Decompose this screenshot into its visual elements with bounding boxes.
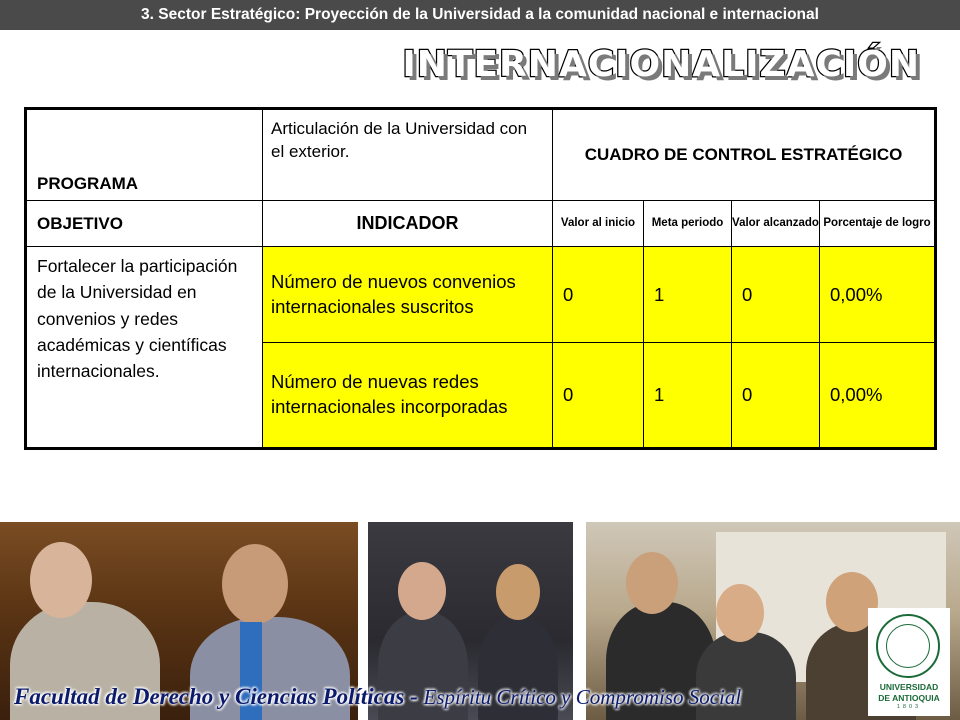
programa-value: Articulación de la Universidad con el exterior. — [263, 109, 553, 201]
logo-year: 1803 — [896, 704, 922, 710]
slogan: Espíritu Crítico y Compromiso Social — [423, 685, 742, 709]
section-header: 3. Sector Estratégico: Proyección de la Universidad a la comunidad nacional e internacional — [0, 0, 960, 30]
logo-name-line2: DE ANTIOQUIA — [878, 693, 940, 703]
university-logo — [868, 608, 950, 716]
indicador-cell: Número de nuevas redes internacionales incorporadas — [263, 343, 553, 449]
objetivo-label: OBJETIVO — [26, 201, 263, 247]
meta-periodo-cell: 1 — [644, 343, 732, 449]
strategic-control-table — [24, 107, 937, 450]
cuadro-control-heading: CUADRO DE CONTROL ESTRATÉGICO — [553, 109, 936, 201]
valor-alcanzado-cell: 0 — [732, 247, 820, 343]
porcentaje-logro-cell: 0,00% — [820, 247, 936, 343]
valor-inicio-heading: Valor al inicio — [553, 201, 644, 247]
faculty-name: Facultad de Derecho y Ciencias Políticas — [14, 684, 405, 709]
valor-alcanzado-heading: Valor alcanzado — [732, 201, 820, 247]
logo-name-line1: UNIVERSIDAD — [879, 682, 939, 692]
valor-inicio-cell: 0 — [553, 247, 644, 343]
porcentaje-logro-heading: Porcentaje de logro — [820, 201, 936, 247]
valor-inicio-cell: 0 — [553, 343, 644, 449]
programa-label: PROGRAMA — [26, 109, 263, 201]
university-seal-icon — [876, 614, 940, 678]
indicador-cell: Número de nuevos convenios internacionales suscritos — [263, 247, 553, 343]
meta-periodo-cell: 1 — [644, 247, 732, 343]
footer-separator: - — [404, 684, 424, 709]
valor-alcanzado-cell: 0 — [732, 343, 820, 449]
porcentaje-logro-cell: 0,00% — [820, 343, 936, 449]
objetivo-value: Fortalecer la participación de la Universidad en convenios y redes académicas y científicas internacionales. — [26, 247, 263, 449]
table-row — [26, 247, 936, 343]
indicador-heading: INDICADOR — [263, 201, 553, 247]
meta-periodo-heading: Meta periodo — [644, 201, 732, 247]
footer-tagline — [14, 684, 741, 710]
page-title: INTERNACIONALIZACIÓN — [402, 44, 920, 85]
